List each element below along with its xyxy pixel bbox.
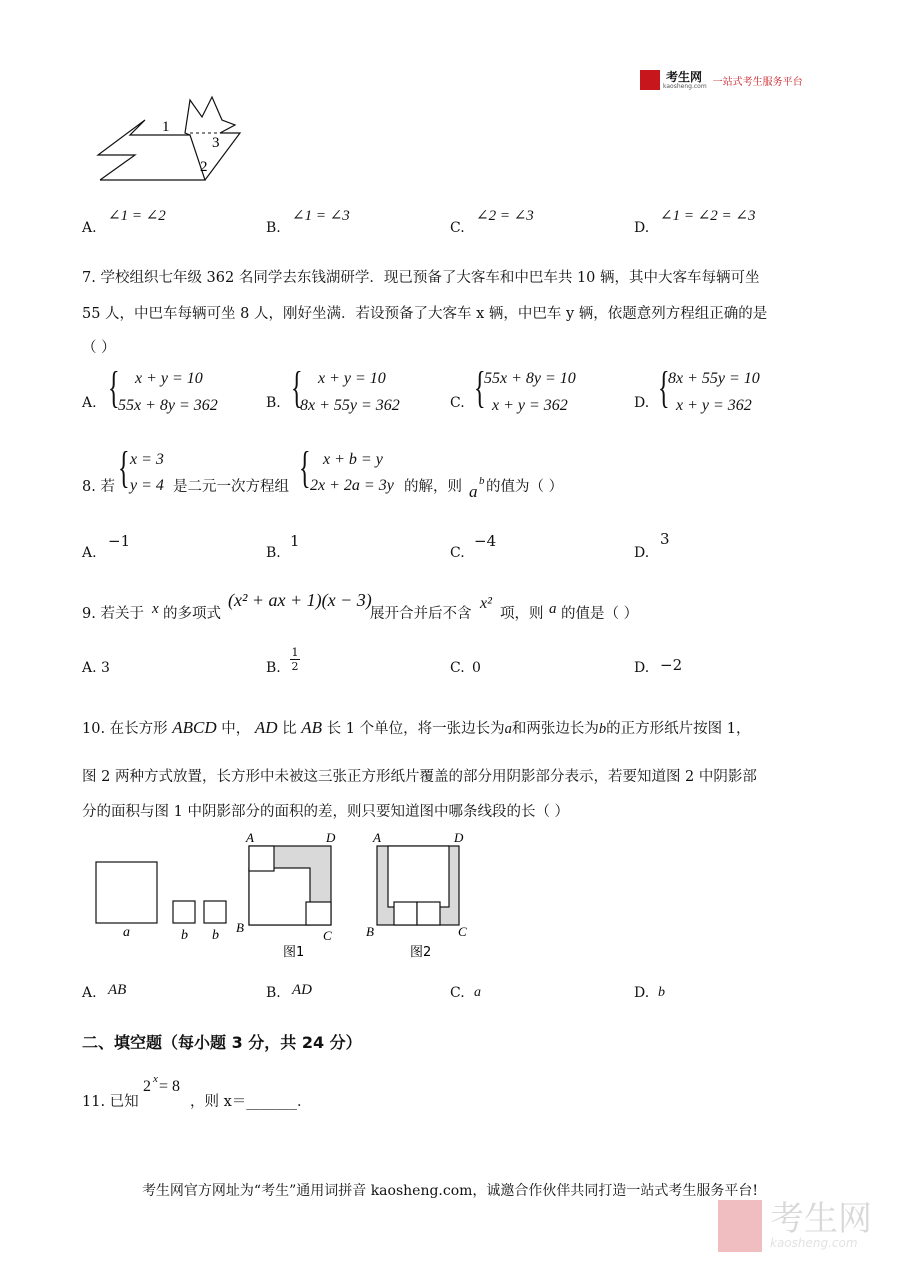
q8-option-c-letter: C. (450, 545, 465, 561)
q8-option-a[interactable]: −1 (108, 532, 131, 550)
q7-option-d-letter: D. (634, 395, 650, 411)
watermark-logo-icon (718, 1200, 762, 1252)
q10-rect: ABCD (172, 718, 217, 737)
q8-sys2-eq1: x + b = y (323, 451, 383, 468)
q10-line-1 (82, 717, 750, 738)
footer-text: 考生网官方网址为“考生”通用词拼音 kaosheng.com，诚邀合作伙伴共同打造一站式考生服务平台! (141, 1183, 759, 1199)
q7-d-eq2: x + y = 362 (676, 397, 752, 414)
q10-option-a-letter: A. (82, 985, 97, 1001)
q10-fig2-square-b1 (394, 902, 417, 925)
q10-square-b1 (173, 901, 195, 923)
q9-option-c[interactable]: 0 (472, 660, 481, 676)
q8-power-exp: b (479, 475, 485, 487)
q10-fig1-D: D (326, 830, 336, 845)
q7-c-brace: { (474, 363, 486, 412)
q7-option-a-letter: A. (82, 395, 97, 411)
q8-suffix: 的解，则 (404, 479, 462, 495)
q9-option-b-denominator: 2 (291, 660, 299, 673)
q8-option-d-letter: D. (634, 545, 650, 561)
q9-var-x: x (152, 601, 159, 617)
q10-a: a (504, 721, 512, 737)
q6-option-d[interactable]: ∠1 = ∠2 = ∠3 (660, 208, 756, 224)
q10-square-b2 (204, 901, 226, 923)
q6-option-c-letter: C. (450, 220, 465, 236)
q11-base: 2 (143, 1078, 151, 1095)
q10-fig1-C: C (323, 928, 332, 943)
q6-option-a-letter: A. (82, 220, 97, 236)
logo-name: 考生网 (666, 69, 703, 84)
q9-option-b[interactable] (290, 646, 300, 673)
q8-sys1-brace: { (118, 443, 130, 492)
q10-figures (90, 828, 480, 963)
q8-prefix: 8. 若 (82, 479, 115, 495)
q8-middle: 是二元一次方程组 (173, 479, 289, 495)
logo-icon (640, 70, 660, 90)
q10-l1-e: 和两张边长为 (511, 721, 599, 737)
q9-option-c-letter: C. (450, 660, 465, 676)
q10-fig1-A: A (246, 830, 254, 845)
q9-prefix: 9. 若关于 (82, 606, 144, 622)
q9-term: x² (480, 595, 492, 612)
q7-d-brace: { (658, 363, 670, 412)
q6-label-2: 2 (200, 159, 208, 175)
watermark (718, 1200, 872, 1252)
q10-l1-b: 中， (221, 721, 251, 737)
q10-fig1-square-b1 (249, 846, 274, 871)
q6-option-a[interactable]: ∠1 = ∠2 (108, 208, 166, 224)
q8-sys1-eq2: y = 4 (130, 477, 164, 494)
q10-l1-a: 10. 在长方形 (82, 721, 168, 737)
q8-option-a-letter: A. (82, 545, 97, 561)
q9-mid1: 的多项式 (163, 606, 221, 622)
q7-b-eq1: x + y = 10 (318, 370, 386, 387)
logo-slogan: 一站式考生服务平台 (712, 76, 803, 88)
q7-a-eq2: 55x + 8y = 362 (118, 397, 218, 414)
q8-option-c[interactable]: −4 (474, 532, 497, 550)
logo-url: kaosheng.com (663, 82, 707, 90)
q10-l1-c: 比 (282, 721, 297, 737)
q6-option-d-letter: D. (634, 220, 650, 236)
q8-sys1-eq1: x = 3 (130, 451, 164, 468)
q7-option-b-letter: B. (266, 395, 281, 411)
q10-option-c[interactable]: a (474, 985, 481, 1000)
q11-suffix: ，则 x＝_______． (190, 1094, 312, 1110)
q9-option-d[interactable]: −2 (660, 656, 683, 674)
q10-fig-label-b1: b (181, 928, 188, 943)
q9-option-a[interactable]: 3 (101, 660, 110, 676)
q10-option-b-letter: B. (266, 985, 281, 1001)
q10-fig2-D: D (454, 830, 464, 845)
q6-figure (90, 95, 270, 190)
q11-prefix: 11. 已知 (82, 1094, 139, 1110)
q7-line-1: 7. 学校组织七年级 362 名同学去东钱湖研学．现已预备了大客车和中巴车共 10 辆，其中大客车每辆可坐 (82, 270, 760, 286)
q10-ad: AD (254, 718, 278, 737)
q10-fig2-C: C (458, 924, 467, 939)
q6-label-3: 3 (212, 135, 220, 151)
q10-option-d[interactable]: b (658, 985, 665, 1000)
q10-fig2-square-b2 (417, 902, 440, 925)
q10-fig2-square-a (388, 846, 449, 907)
q6-strip-left (98, 120, 205, 180)
q8-option-b[interactable]: 1 (290, 532, 300, 550)
q10-fig2-B: B (366, 924, 374, 939)
q10-line-2: 图 2 两种方式放置，长方形中未被这三张正方形纸片覆盖的部分用阴影部分表示，若要知道图 2 中阴影部 (82, 769, 757, 785)
q7-option-c-letter: C. (450, 395, 465, 411)
q10-square-a (96, 862, 157, 923)
q7-a-eq1: x + y = 10 (135, 370, 203, 387)
q10-line-3: 分的面积与图 1 中阴影部分的面积的差，则只要知道图中哪条线段的长（ ） (82, 804, 570, 820)
q9-option-b-letter: B. (266, 660, 281, 676)
q9-mid3: 项，则 (500, 606, 544, 622)
q9-option-d-letter: D. (634, 660, 650, 676)
q9-option-a-letter: A. (82, 660, 97, 676)
q8-option-b-letter: B. (266, 545, 281, 561)
watermark-text: 考生网 (770, 1199, 872, 1239)
q10-ab: AB (301, 718, 323, 737)
q6-label-1: 1 (162, 119, 170, 135)
header-logo (640, 70, 803, 90)
q10-fig1-B: B (236, 920, 244, 935)
q7-b-eq2: 8x + 55y = 362 (300, 397, 400, 414)
q10-option-b[interactable]: AD (292, 982, 312, 998)
q6-option-b[interactable]: ∠1 = ∠3 (292, 208, 350, 224)
q10-option-c-letter: C. (450, 985, 465, 1001)
q7-line-2: 55 人，中巴车每辆可坐 8 人，刚好坐满．若设预备了大客车 x 辆，中巴车 y 辆，依题意列方程组正确的是 (82, 306, 768, 322)
q7-line-3: （ ） (82, 340, 116, 356)
q10-option-d-letter: D. (634, 985, 650, 1001)
q9-polynomial: (x² + ax + 1)(x − 3) (228, 590, 372, 610)
q8-power-base: a (469, 482, 478, 501)
q10-fig-label-b2: b (212, 928, 219, 943)
q9-option-b-numerator: 1 (291, 646, 299, 659)
q9-tail: 的值是（ ） (561, 606, 639, 622)
q10-l1-d: 长 1 个单位，将一张边长为 (326, 721, 505, 737)
q10-option-a[interactable]: AB (108, 982, 127, 998)
q6-option-b-letter: B. (266, 220, 281, 236)
q7-c-eq2: x + y = 362 (492, 397, 568, 414)
q10-fig2-caption: 图2 (410, 945, 432, 960)
q10-fig2-A: A (373, 830, 381, 845)
q10-fig-label-a: a (123, 925, 130, 940)
q9-mid2: 展开合并后不含 (370, 606, 472, 622)
q11-exponent: x (153, 1073, 158, 1085)
q10-fig1-square-a (249, 868, 310, 925)
q8-tail: 的值为（ ） (486, 479, 564, 495)
q6-option-c[interactable]: ∠2 = ∠3 (476, 208, 534, 224)
q10-b: b (598, 721, 607, 737)
q9-var-a: a (549, 601, 557, 617)
q10-l1-f: 的正方形纸片按图 1， (606, 721, 751, 737)
q7-b-brace: { (291, 363, 303, 412)
q8-option-d[interactable]: 3 (660, 530, 670, 548)
section-2-title: 二、填空题（每小题 3 分，共 24 分） (82, 1033, 362, 1052)
q7-a-brace: { (108, 363, 120, 412)
q8-sys2-brace: { (299, 443, 311, 492)
q7-c-eq1: 55x + 8y = 10 (484, 370, 576, 387)
watermark-url: kaosheng.com (770, 1236, 858, 1250)
q11-equals: = 8 (159, 1078, 181, 1095)
q10-fig1-caption: 图1 (283, 945, 305, 960)
q10-fig1-square-b2 (306, 902, 331, 925)
q8-sys2-eq2: 2x + 2a = 3y (310, 477, 394, 494)
q7-d-eq1: 8x + 55y = 10 (668, 370, 760, 387)
